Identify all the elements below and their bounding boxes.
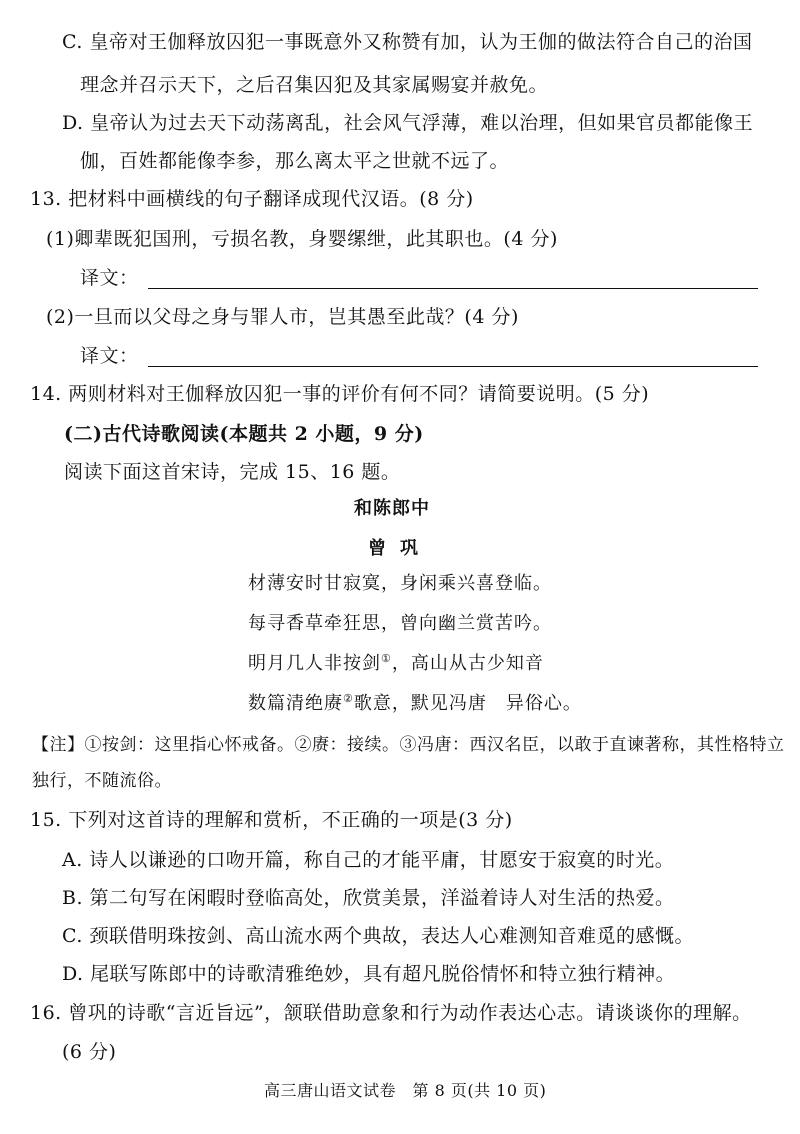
q15-option-b: B. 第二句写在闲暇时登临高处，欣赏美景，洋溢着诗人对生活的热爱。 [62,887,675,909]
q12-option-d-line1: D. 皇帝认为过去天下动荡离乱，社会风气浮薄，难以治理，但如果官员都能像王 [62,112,754,134]
q12-option-c-line2: 理念并召示天下，之后召集囚犯及其家属赐宴并赦免。 [80,74,549,96]
q13-answer-label-2: 译文： [80,345,139,367]
q15-option-d: D. 尾联写陈郎中的诗歌清雅绝妙，具有超凡脱俗情怀和特立独行精神。 [62,963,676,985]
notes-line-2: 独行，不随流俗。 [32,771,172,791]
q16-score: (6 分) [62,1041,117,1063]
q15-stem: 15. 下列对这首诗的理解和赏析，不正确的一项是(3 分) [30,809,513,831]
poem-line-4 [248,692,582,716]
q13-answer-line-1[interactable] [148,288,758,289]
section-intro: 阅读下面这首宋诗，完成 15、16 题。 [64,461,401,483]
q14-stem: 14. 两则材料对王伽释放囚犯一事的评价有何不同？请简要说明。(5 分) [30,383,650,405]
notes-line-1: 【注】①按剑：这里指心怀戒备。②赓：接续。③冯唐：西汉名臣，以敢于直谏著称，其性格特立 [32,735,785,755]
poem-title: 和陈郎中 [354,498,430,519]
poem-line-2: 每寻香草牵狂思，曾向幽兰赏苦吟。 [248,613,552,634]
q13-answer-line-2[interactable] [148,366,758,367]
q15-option-c: C. 颈联借明珠按剑、高山流水两个典故，表达人心难测知音难觅的感慨。 [62,925,694,947]
poem-line-3 [248,652,544,676]
q12-option-d-line2: 伽，百姓都能像李参，那么离太平之世就不远了。 [80,150,510,172]
poem-line-3b: ，高山从古少知音 [391,653,544,674]
q15-option-a: A. 诗人以谦逊的口吻开篇，称自己的才能平庸，甘愿安于寂寞的时光。 [62,849,675,871]
poem-line-4b: 歌意，默见冯唐 异俗心。 [353,693,582,714]
q16-stem: 16. 曾巩的诗歌“言近旨远”，颔联借助意象和行为动作表达心志。请谈谈你的理解。 [30,1002,752,1024]
q13-part2: (2)一旦而以父母之身与罪人市，岂其愚至此哉？(4 分) [46,306,519,328]
note-mark-1: ① [381,652,392,665]
q13-part1: (1)卿辈既犯国刑，亏损名教，身婴缧绁，此其职也。(4 分) [46,228,558,250]
poem-line-1: 材薄安时甘寂寞，身闲乘兴喜登临。 [248,573,552,594]
poem-author: 曾巩 [368,538,432,559]
poem-line-4a: 数篇清绝赓 [248,693,343,714]
page-footer: 高三唐山语文试卷 第 8 页(共 10 页) [264,1081,547,1100]
poem-line-3a: 明月几人非按剑 [248,653,381,674]
section-heading: (二)古代诗歌阅读(本题共 2 小题，9 分) [64,423,424,445]
note-mark-2: ② [343,692,354,705]
q13-answer-label-1: 译文： [80,267,139,289]
q13-stem: 13. 把材料中画横线的句子翻译成现代汉语。(8 分) [30,188,474,210]
q12-option-c-line1: C. 皇帝对王伽释放囚犯一事既意外又称赞有加，认为王伽的做法符合自己的治国 [62,31,753,53]
